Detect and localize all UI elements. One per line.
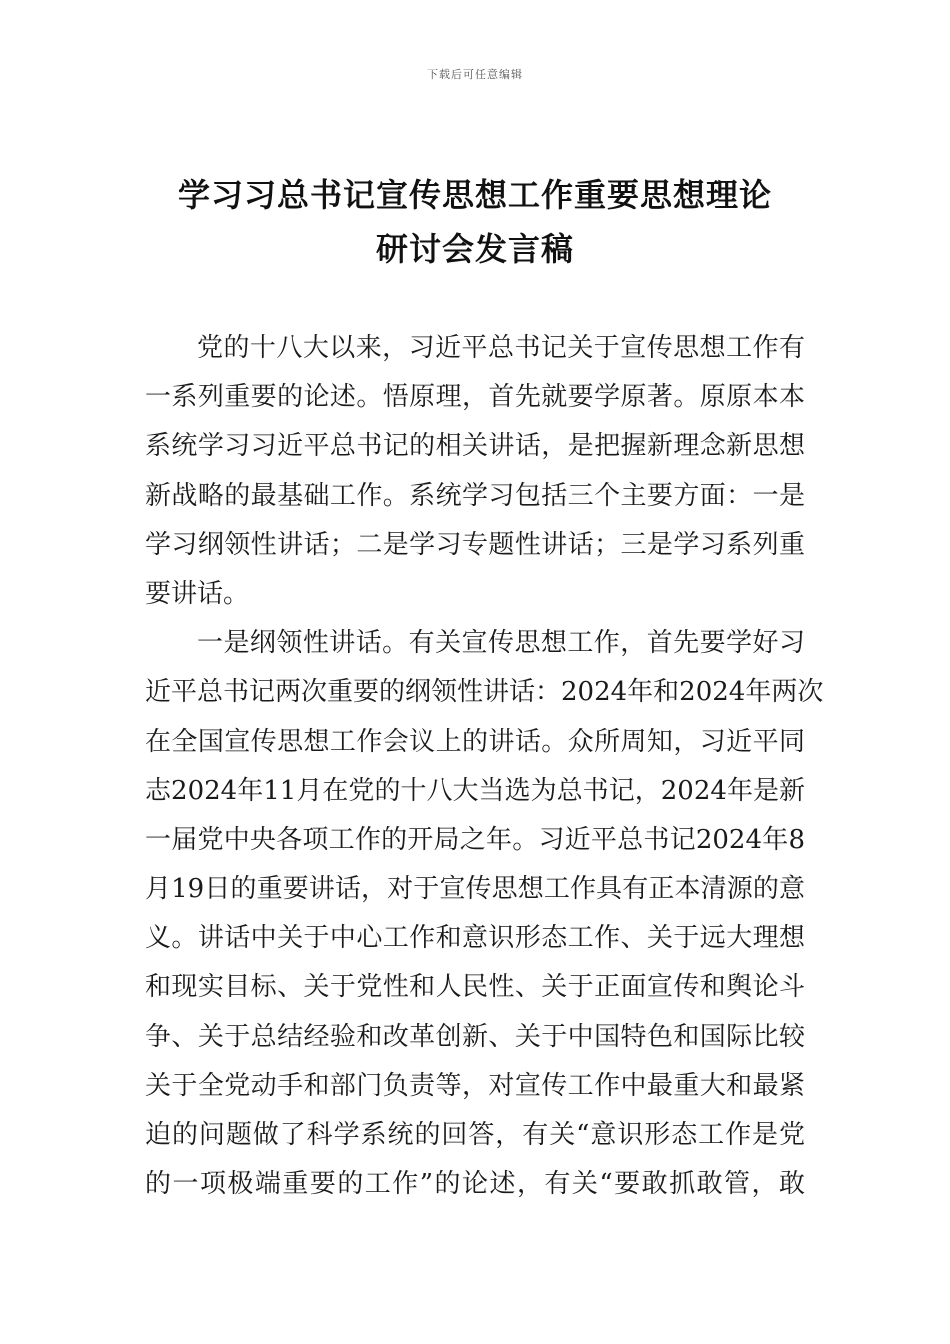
paragraph-2-line: 在全国宣传思想工作会议上的讲话。众所周知，习近平同 [145,726,805,757]
paragraph-2-line: 争、关于总结经验和改革创新、关于中国特色和国际比较 [145,1021,805,1052]
paragraph-2-line: 志2024年11月在党的十八大当选为总书记，2024年是新 [145,775,805,806]
paragraph-2-line: 近平总书记两次重要的纲领性讲话：2024年和2024年两次 [145,677,824,708]
document-title [145,168,805,276]
paragraph-1-line: 系统学习习近平总书记的相关讲话，是把握新理念新思想 [145,431,805,462]
paragraph-2-line: 迫的问题做了科学系统的回答，有关“意识形态工作是党 [145,1120,805,1150]
title-line-2: 研讨会发言稿 [375,230,574,268]
paragraph-1-line: 学习纲领性讲话；二是学习专题性讲话；三是学习系列重 [145,529,805,560]
document-body [145,324,824,1209]
paragraph-2-line: 的一项极端重要的工作”的论述，有关“要敢抓敢管，敢 [145,1169,805,1200]
paragraph-2-line: 关于全党动手和部门负责等，对宣传工作中最重大和最紧 [145,1070,805,1101]
paragraph-2-line: 月19日的重要讲话，对于宣传思想工作具有正本清源的意 [145,874,805,905]
paragraph-2-line: 一届党中央各项工作的开局之年。习近平总书记2024年8 [145,824,805,855]
header-note: 下载后可任意编辑 [427,68,523,81]
paragraph-1-line: 一系列重要的论述。悟原理，首先就要学原著。原原本本 [145,382,805,413]
paragraph-1-line: 新战略的最基础工作。系统学习包括三个主要方面：一是 [145,480,805,511]
paragraph-2-line: 和现实目标、关于党性和人民性、关于正面宣传和舆论斗 [145,972,805,1003]
paragraph-2-line: 义。讲话中关于中心工作和意识形态工作、关于远大理想 [145,923,805,954]
paragraph-1-line: 党的十八大以来，习近平总书记关于宣传思想工作有 [197,333,805,363]
paragraph-2-line: 一是纲领性讲话。有关宣传思想工作，首先要学好习 [197,628,805,659]
title-line-1: 学习习总书记宣传思想工作重要思想理论 [177,176,772,214]
paragraph-1-line: 要讲话。 [145,578,250,609]
